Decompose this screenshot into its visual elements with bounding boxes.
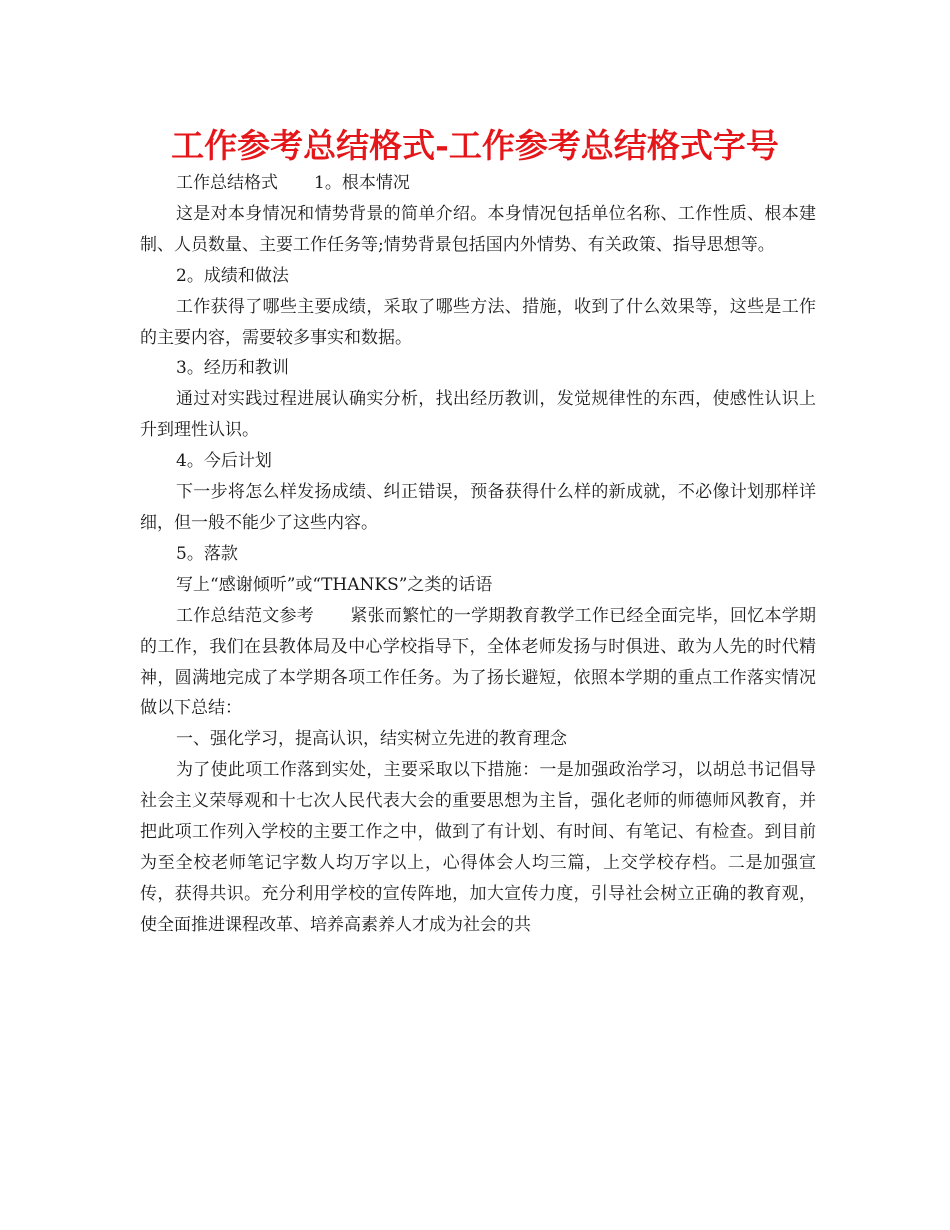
heading-achievements: 2。成绩和做法 (176, 265, 289, 286)
paragraph-basic-situation: 这是对本身情况和情势背景的简单介绍。本身情况包括单位名称、工作性质、根本建制、人员数量、主要工作任务等;情势背景包括国内外情势、有关政策、指导思想等。 (140, 203, 816, 255)
heading-signature: 5。落款 (176, 543, 238, 564)
paragraph-sample-intro (140, 601, 816, 725)
paragraph-future-plan: 下一步将怎么样发扬成绩、纠正错误，预备获得什么样的新成就，不必像计划那样详细，但一般不能少了这些内容。 (140, 482, 816, 533)
document-title: 工作参考总结格式-工作参考总结格式字号 (171, 126, 779, 165)
sample-intro-text: 紧张而繁忙的一学期教育教学工作已经全面完毕，回忆本学期的工作，我们在县教体局及中心学校指导下，全体老师发扬与时俱进、敢为人先的时代精神，圆满地完成了本学期各项工作任务。为了扬长避短，依照本学期的重点工作落实情况做以下总结： (140, 605, 817, 719)
document-body (140, 168, 816, 941)
sample-label: 工作总结范文参考 (176, 605, 315, 626)
format-intro-line (140, 168, 816, 199)
heading-future-plan: 4。今后计划 (176, 451, 272, 472)
paragraph-experience: 通过对实践过程进展认确实分析，找出经历教训，发觉规律性的东西，使感性认识上升到理性认识。 (140, 389, 816, 441)
heading-basic-situation: 1。根本情况 (314, 173, 410, 193)
paragraph-study-measures: 为了使此项工作落到实处，主要采取以下措施：一是加强政治学习，以胡总书记倡导社会主义荣辱观和十七次人民代表大会的重要思想为主旨，强化老师的师德师风教育，并把此项工作列入学校的主要工作之中，做到了有计划、有时间、有笔记、有检查。到目前为至全校老师笔记字数人均万字以上，心得体会人均三篇，上交学校存档。二是加强宣传，获得共识。充分利用学校的宣传阵地，加大宣传力度，引导社会树立正确的教育观，使全面推进课程改革、培养高素养人才成为社会的共 (140, 760, 816, 935)
heading-experience: 3。经历和教训 (176, 358, 289, 379)
section-heading-study: 一、强化学习，提高认识，结实树立先进的教育理念 (176, 729, 567, 750)
format-label: 工作总结格式 (176, 173, 278, 193)
paragraph-signature: 写上“感谢倾听”或“THANKS”之类的话语 (176, 574, 493, 595)
paragraph-achievements: 工作获得了哪些主要成绩，采取了哪些方法、措施，收到了什么效果等，这些是工作的主要内容，需要较多事实和数据。 (140, 296, 816, 348)
